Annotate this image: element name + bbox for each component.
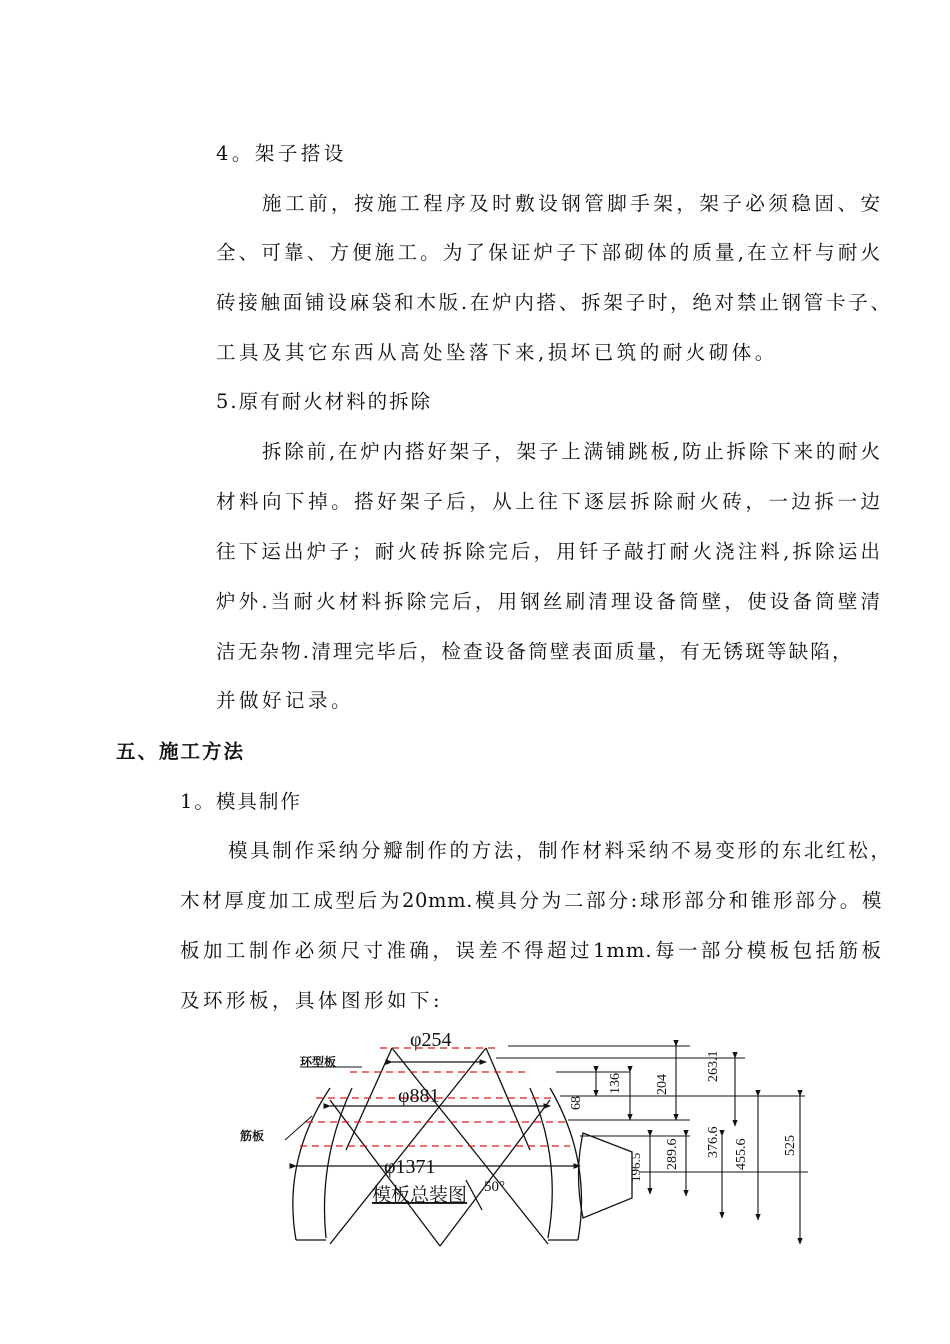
- dim-68: 68: [569, 1096, 584, 1110]
- ring-plate-label: 环型板: [300, 1055, 337, 1069]
- cone-section: [579, 1133, 633, 1218]
- paragraph-line: 洁无杂物.清理完毕后，检查设备筒壁表面质量，有无锈斑等缺陷，: [216, 640, 854, 663]
- inner-shell-right: [530, 1088, 552, 1238]
- diameter-bottom-label: φ1371: [384, 1156, 436, 1178]
- subsection-1-title: 1。模具制作: [180, 790, 302, 813]
- chapter-title: 五、施工方法: [116, 740, 246, 763]
- paragraph-line: 及环形板，具体图形如下:: [180, 989, 444, 1012]
- paragraph-line: 施工前，按施工程序及时敷设钢管脚手架，架子必须稳固、安: [262, 192, 882, 215]
- dim-136: 136: [608, 1073, 623, 1094]
- paragraph-line: 材料向下掉。搭好架子后，从上往下逐层拆除耐火砖，一边拆一边: [216, 490, 882, 513]
- diameter-mid-label: φ881: [398, 1085, 440, 1107]
- paragraph-line: 拆除前,在炉内搭好架子，架子上满铺跳板,防止拆除下来的耐火: [262, 440, 882, 463]
- section-4-title: 4。架子搭设: [216, 142, 347, 165]
- section-5-title: 5.原有耐火材料的拆除: [216, 390, 433, 413]
- dim-455-6: 455.6: [734, 1138, 749, 1170]
- figure-caption: 模板总装图: [372, 1185, 468, 1206]
- dim-196-5: 196.5: [628, 1152, 643, 1182]
- angle-label: 50°: [484, 1179, 505, 1195]
- diameter-top-label: φ254: [410, 1029, 452, 1051]
- paragraph-line: 模具制作采纳分瓣制作的方法，制作材料采纳不易变形的东北红松，: [228, 839, 892, 862]
- dim-263-1: 263.1: [706, 1050, 721, 1082]
- paragraph-line: 炉外.当耐火材料拆除完后，用钢丝刷清理设备筒壁，使设备筒壁清: [216, 590, 882, 613]
- paragraph-line: 全、可靠、方便施工。为了保证炉子下部砌体的质量,在立杆与耐火: [216, 241, 882, 264]
- paragraph-line: 板加工制作必须尺寸准确，误差不得超过1mm.每一部分模板包括筋板: [180, 939, 882, 962]
- paragraph-line: 木材厚度加工成型后为20mm.模具分为二部分:球形部分和锥形部分。模: [180, 889, 882, 912]
- paragraph-line: 工具及其它东西从高处坠落下来,损坏已筑的耐火砌体。: [216, 341, 778, 364]
- paragraph-line: 并做好记录。: [216, 689, 355, 712]
- paragraph-line: 砖接触面铺设麻袋和木版.在炉内搭、拆架子时，绝对禁止钢管卡子、: [216, 291, 892, 314]
- dim-289-6: 289.6: [665, 1138, 680, 1170]
- rib-plate-label: 筋板: [240, 1129, 265, 1143]
- dim-204: 204: [655, 1074, 670, 1095]
- paragraph-line: 往下运出炉子；耐火砖拆除完后，用钎子敲打耐火浇注料,拆除运出: [216, 540, 882, 563]
- cone-line: [346, 1048, 392, 1150]
- dim-376-6: 376.6: [706, 1126, 721, 1158]
- dim-525: 525: [783, 1135, 798, 1156]
